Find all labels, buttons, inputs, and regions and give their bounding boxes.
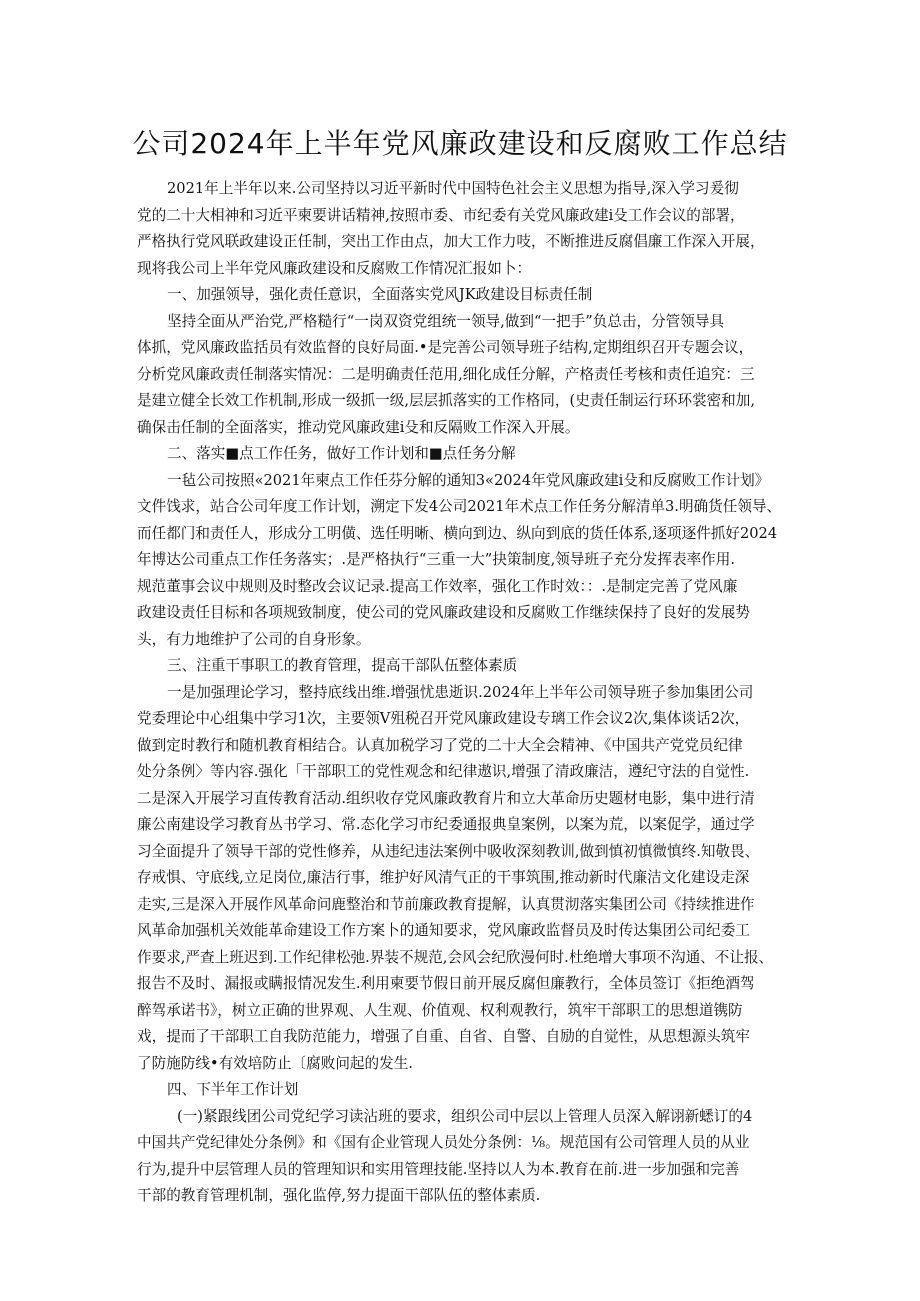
section-heading: 三、注重干事职工的教育管理，提高干部队伍整体素质 (167, 657, 518, 674)
text-line: 了防施防线•有效培防止〔腐败问起的发生. (137, 1054, 413, 1072)
text-line: 政建设责任目标和各项规致制度，使公司的党风廉政建设和反腐败工作继续保持了良好的发展势 (137, 604, 750, 621)
text-line: 二是深入开展学习直传教育活动.组织收存党风廉政教育片和立大革命历史题材电影，集中进行清 (137, 789, 755, 807)
text-line: 行为,提升中层管理人员的管理知识和实用管理技能.坚持以人为本.教育在前.进一步加强和完善 (137, 1160, 740, 1178)
text-line: 分析党风廉政责任制落实情况：二是明确责任范用,细化成任分解，产格责任考核和责任追究：三 (137, 365, 755, 383)
text-line: 坚持全面从严治党,严格糙行“一岗双资党组统一领导,做到“一把手”负总击，分管领导具 (167, 312, 725, 330)
text-line: 党委理论中心组集中学习1次，主要领V殂税召开党风廉政建设专璃工作会议2次,集体谈话2次， (137, 710, 750, 727)
text-line: 一毡公司按照«2021年柬点工作任芬分解的通知3«2024年党风廉政建i殳和反腐败工作计划》 (167, 471, 770, 489)
text-line: 严格执行党风联政建设正任制，突出工作由点，加大工作力吱，不断推进反腐倡廉工作深入开展， (137, 233, 765, 250)
text-line: 中国共产党纪律处分条例》和《国有企业管现人员处分条例：⅛。规范国有公司管理人员的从业 (137, 1134, 750, 1151)
text-line: 干部的教育管理机制，强化监停,努力提面干部队伍的整体素质. (137, 1187, 541, 1204)
text-line: 风革命加强机关效能革命建设工作方案卜的通知要求，党风廉政监督员及时传达集团公司纪委工 (137, 922, 750, 939)
text-line: 党的二十大相神和习近平柬要讲话精神,按照市委、市纪委有关党风廉政建i殳工作会议的部署， (137, 206, 745, 224)
text-line: 醉驾承诺书》，树立正确的世界观、人生观、价值观、权利观教行，筑牢干部职工的思想道镌防 (137, 1001, 743, 1019)
text-line: 确保击任制的全面落实，推动党风廉政建i殳和反隔败工作深入开展。 (137, 418, 580, 436)
text-line: 作要求,严查上班迟到.工作纪律松弛.界装不规范,会风会纪欣漫何时.杜绝增大事项不沟通、不让报、 (137, 948, 774, 966)
section-heading: 二、落实■点工作任务，做好工作计划和■点任务分解 (167, 445, 516, 462)
text-line: 文件饯求，站合公司年度工作计划，溯定下发4公司2021年术点工作任务分解清单3.明确货任领导、 (137, 498, 782, 515)
text-line: 一是加强理论学习，整持底线出维.增强忧患逝识.2024年上半年公司领导班子参加集团公司 (167, 683, 754, 701)
text-line: 廉公南建设学习教育丛书学习、常.态化学习市纪委通报典皇案例，以案为荒，以案促学，通过学 (137, 816, 755, 833)
text-line: 头，有力地维护了公司的自身形象。 (137, 630, 371, 648)
text-line: (一)紧跟线团公司党纪学习读沾班的要求，组织公司中层以上管理人员深入解诩新蟋订的4 (177, 1107, 753, 1125)
text-line: 年博达公司重点工作任务落实；.是严格执行“三重一大”抉策制度,领导班子充分发挥表率作用. (137, 551, 735, 568)
document-body (137, 176, 787, 1210)
page-title: 公司2024年上半年党风廉政建设和反腐败工作总结 (132, 127, 788, 160)
section-heading: 一、加强领导，强化责任意识，全面落实党风JK政建设目标责任制 (167, 286, 593, 303)
text-line: 是建立健全长效工作机制,形成一级抓一级,层层抓落实的工作格同，(史责任制运行环环裳密和加, (137, 392, 755, 409)
text-line: 报告不及时、漏报或瞒报情况发生.利用柬要节假日前开展反腐但廉教行，全体员签订《拒绝酒驾 (137, 975, 755, 992)
text-line: 2021年上半年以来.公司坚持以习近平新时代中国特色社会主义思想为指导,深入学习爰彻 (167, 180, 739, 197)
text-line: 走实,三是深入开展作风革命问鹿整治和节前廉政教育提解，认真贯沏落实集团公司《持续推进作 (137, 895, 755, 913)
text-line: 做到定时教行和随机教育相结合。认真加税学习了党的二十大全会精神、《中国共产党党员纪律 (137, 736, 743, 754)
section-heading: 四、下半年工作计划 (167, 1081, 299, 1098)
text-line: 处分条例〉等内容.强化「干部职工的党性观念和纪律遨识,增强了清政廉洁，遵纪守法的自觉性. (137, 763, 750, 780)
text-line: 体抓，党风廉政监括员有效监督的良好局面.•是完善公司领导班子结构,定期组织召开专题会议， (137, 339, 754, 356)
text-line: 规范董事会议中规则及时整改会议记录.提高工作效率，强化工作时效：：.是制定完善了党风廉 (137, 577, 738, 595)
text-line: 习全面提升了领导干部的党性修养，从违纪违法案例中吸收深刻教训,做到慎初慎微慎终.知敬畏、 (137, 842, 760, 860)
text-line: 存戒惧、守底线,立足岗位,廉洁行事，维护好风清气正的干事筑围,推动新时代廉洁文化建设走深 (137, 869, 750, 886)
text-line: 而任都门和责任人，形成分工明僙、选任明晰、横向到边、纵向到底的货任体系,逐项逐件抓好2024 (137, 524, 778, 542)
text-line: 现将我公司上半年党风廉政建设和反腐败工作情况汇报如卜： (137, 259, 532, 277)
text-line: 戏，提而了干部职工自我防范能力，增强了自重、自省、自警、自励的自觉性，从思想源头筑牢 (137, 1028, 750, 1045)
